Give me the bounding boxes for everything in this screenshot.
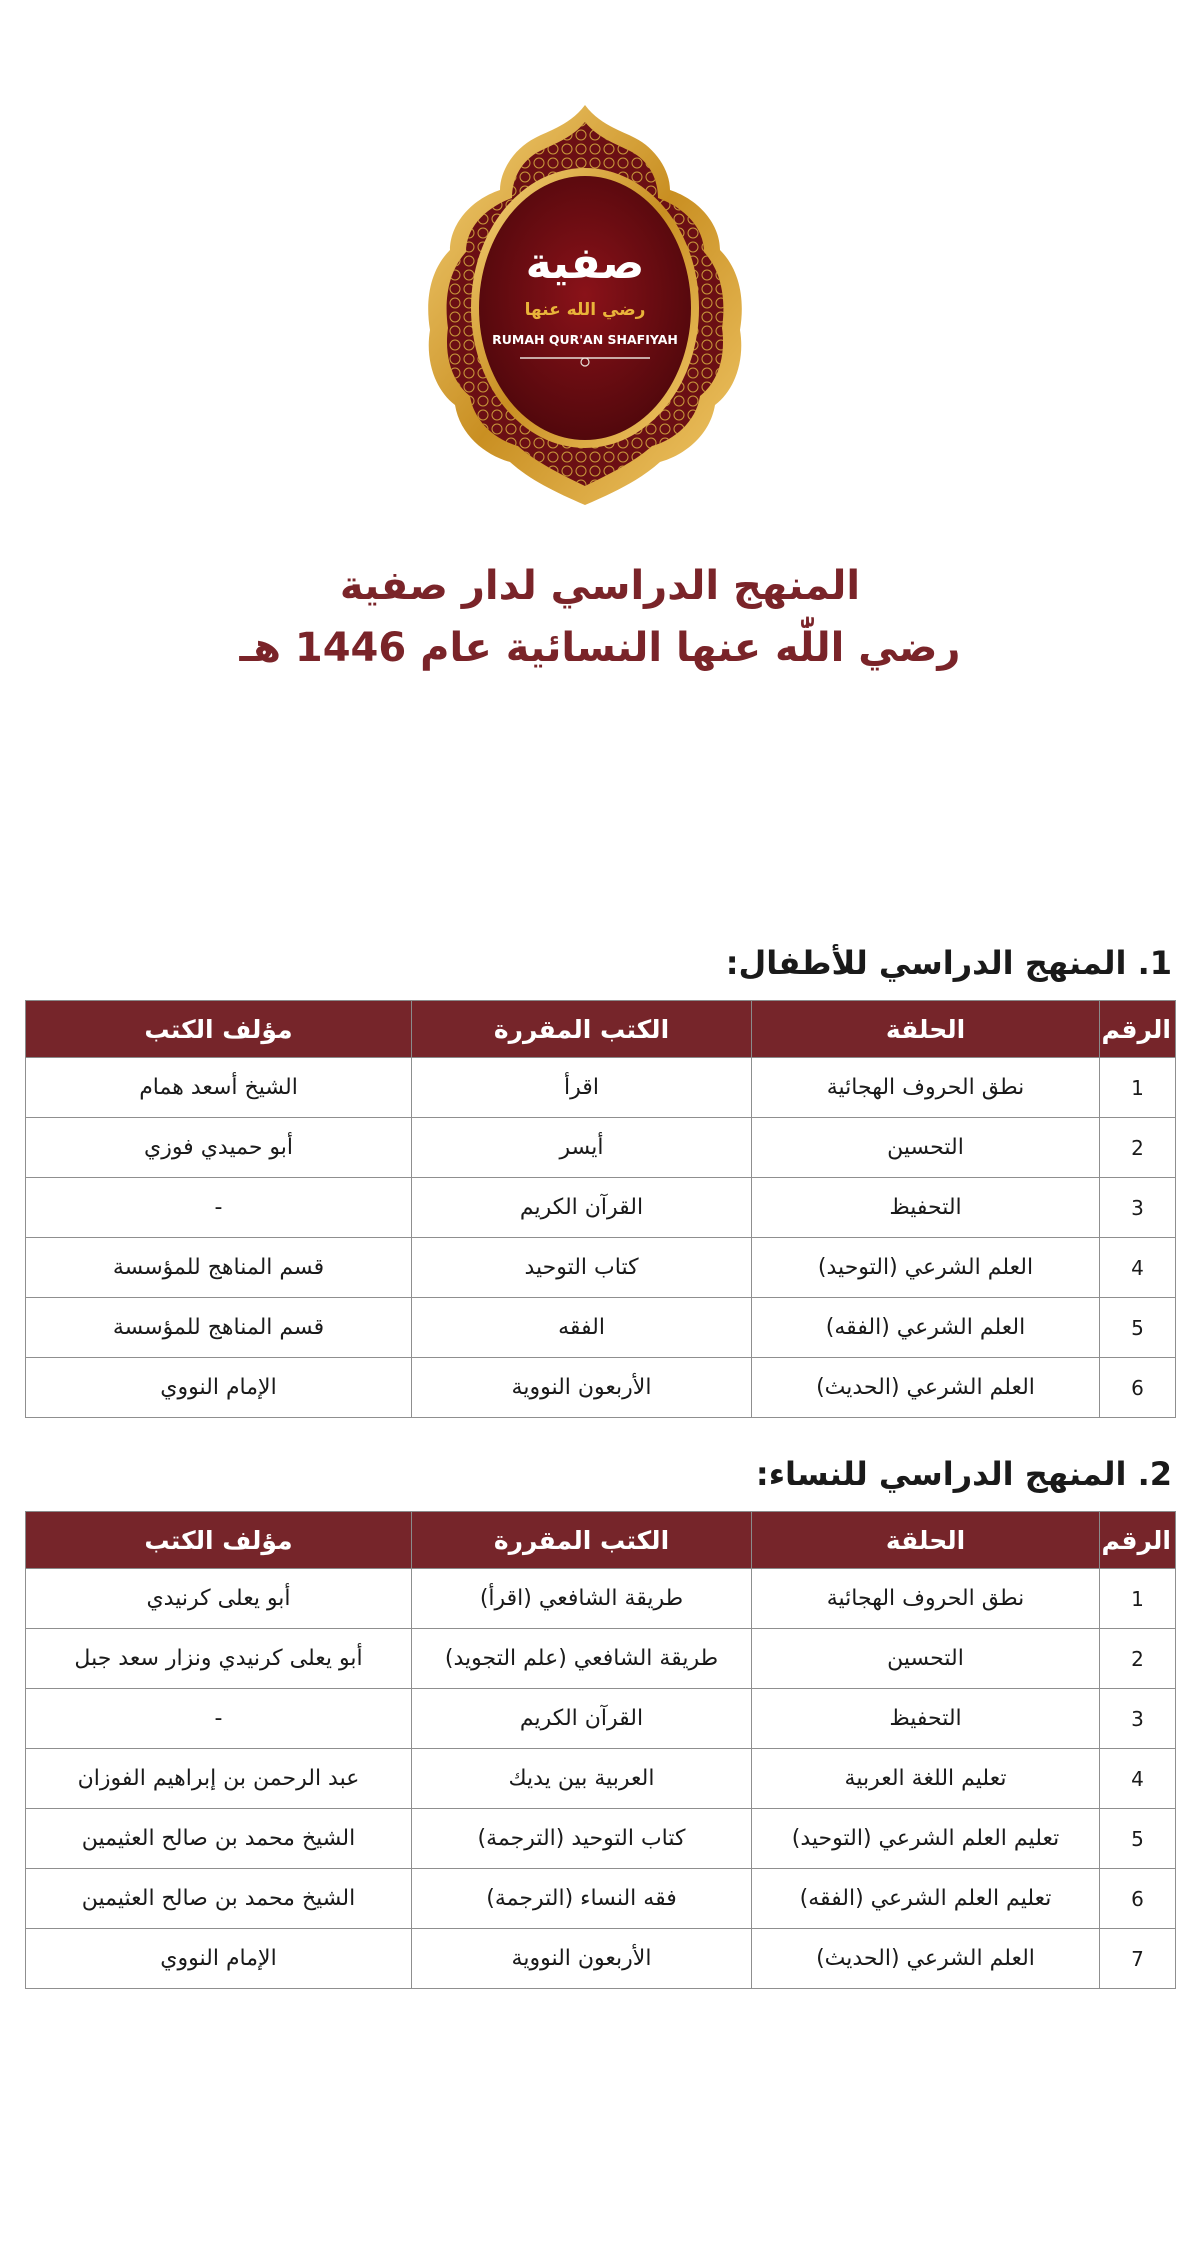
logo-latin-text: RUMAH QUR'AN SHAFIYAH <box>492 332 678 347</box>
table-row <box>26 1809 1176 1869</box>
cell-halaqa: العلم الشرعي (الحديث) <box>752 1929 1100 1989</box>
cell-number: 1 <box>1100 1569 1176 1629</box>
table-row <box>26 1689 1176 1749</box>
cell-author: الشيخ أسعد همام <box>26 1058 412 1118</box>
curriculum-table-children <box>25 1000 1176 1418</box>
cell-books: اقرأ <box>412 1058 752 1118</box>
cell-number: 6 <box>1100 1358 1176 1418</box>
table-row <box>26 1058 1176 1118</box>
cell-author: - <box>26 1689 412 1749</box>
cell-books: كتاب التوحيد (الترجمة) <box>412 1809 752 1869</box>
cell-number: 1 <box>1100 1058 1176 1118</box>
cell-number: 3 <box>1100 1689 1176 1749</box>
cell-books: الفقه <box>412 1298 752 1358</box>
cell-number: 3 <box>1100 1178 1176 1238</box>
column-header-halaqa: الحلقة <box>752 1001 1100 1058</box>
cell-books: طريقة الشافعي (اقرأ) <box>412 1569 752 1629</box>
table-row <box>26 1358 1176 1418</box>
cell-number: 4 <box>1100 1749 1176 1809</box>
cell-halaqa: التحفيظ <box>752 1689 1100 1749</box>
logo-name: صفية <box>525 238 645 289</box>
table-row <box>26 1238 1176 1298</box>
table-header-row <box>26 1512 1176 1569</box>
cell-author: عبد الرحمن بن إبراهيم الفوزان <box>26 1749 412 1809</box>
cell-halaqa: تعليم اللغة العربية <box>752 1749 1100 1809</box>
table-row <box>26 1629 1176 1689</box>
cell-number: 7 <box>1100 1929 1176 1989</box>
page-title-line1: المنهج الدراسي لدار صفية <box>339 563 861 609</box>
cell-author: الإمام النووي <box>26 1929 412 1989</box>
cell-halaqa: العلم الشرعي (الفقه) <box>752 1298 1100 1358</box>
cell-halaqa: نطق الحروف الهجائية <box>752 1569 1100 1629</box>
column-header-number: الرقم <box>1100 1512 1176 1569</box>
column-header-number: الرقم <box>1100 1001 1176 1058</box>
column-header-halaqa: الحلقة <box>752 1512 1100 1569</box>
cell-number: 5 <box>1100 1298 1176 1358</box>
cell-author: الشيخ محمد بن صالح العثيمين <box>26 1809 412 1869</box>
cell-books: فقه النساء (الترجمة) <box>412 1869 752 1929</box>
cell-number: 2 <box>1100 1629 1176 1689</box>
page-title-line2: رضي اللّٰه عنها النسائية عام 1446 هـ <box>239 625 961 671</box>
cell-author: أبو حميدي فوزي <box>26 1118 412 1178</box>
cell-number: 4 <box>1100 1238 1176 1298</box>
cell-halaqa: تعليم العلم الشرعي (التوحيد) <box>752 1809 1100 1869</box>
table-row <box>26 1569 1176 1629</box>
cell-books: الأربعون النووية <box>412 1929 752 1989</box>
cell-halaqa: التحسين <box>752 1118 1100 1178</box>
cell-number: 2 <box>1100 1118 1176 1178</box>
table-row <box>26 1178 1176 1238</box>
section-heading-children: 1. المنهج الدراسي للأطفال: <box>725 944 1172 982</box>
cell-books: العربية بين يديك <box>412 1749 752 1809</box>
curriculum-table-women <box>25 1511 1176 1989</box>
cell-author: الإمام النووي <box>26 1358 412 1418</box>
cell-books: أيسر <box>412 1118 752 1178</box>
column-header-author: مؤلف الكتب <box>26 1001 412 1058</box>
cell-books: القرآن الكريم <box>412 1689 752 1749</box>
cell-author: قسم المناهج للمؤسسة <box>26 1238 412 1298</box>
column-header-books: الكتب المقررة <box>412 1512 752 1569</box>
column-header-author: مؤلف الكتب <box>26 1512 412 1569</box>
table-row <box>26 1118 1176 1178</box>
logo <box>420 100 750 510</box>
cell-books: كتاب التوحيد <box>412 1238 752 1298</box>
table-row <box>26 1929 1176 1989</box>
cell-halaqa: التحفيظ <box>752 1178 1100 1238</box>
cell-halaqa: العلم الشرعي (الحديث) <box>752 1358 1100 1418</box>
cell-books: الأربعون النووية <box>412 1358 752 1418</box>
cell-author: قسم المناهج للمؤسسة <box>26 1298 412 1358</box>
logo-emblem <box>420 100 750 510</box>
cell-author: أبو يعلى كرنيدي ونزار سعد جبل <box>26 1629 412 1689</box>
column-header-books: الكتب المقررة <box>412 1001 752 1058</box>
cell-number: 5 <box>1100 1809 1176 1869</box>
cell-books: القرآن الكريم <box>412 1178 752 1238</box>
cell-halaqa: تعليم العلم الشرعي (الفقه) <box>752 1869 1100 1929</box>
table-row <box>26 1869 1176 1929</box>
table-row <box>26 1298 1176 1358</box>
cell-halaqa: نطق الحروف الهجائية <box>752 1058 1100 1118</box>
table-row <box>26 1749 1176 1809</box>
table-header-row <box>26 1001 1176 1058</box>
cell-halaqa: التحسين <box>752 1629 1100 1689</box>
logo-subtitle: رضي الله عنها <box>524 300 646 320</box>
cell-author: أبو يعلى كرنيدي <box>26 1569 412 1629</box>
cell-halaqa: العلم الشرعي (التوحيد) <box>752 1238 1100 1298</box>
section-heading-women: 2. المنهج الدراسي للنساء: <box>755 1455 1172 1493</box>
cell-author: - <box>26 1178 412 1238</box>
cell-author: الشيخ محمد بن صالح العثيمين <box>26 1869 412 1929</box>
cell-number: 6 <box>1100 1869 1176 1929</box>
cell-books: طريقة الشافعي (علم التجويد) <box>412 1629 752 1689</box>
